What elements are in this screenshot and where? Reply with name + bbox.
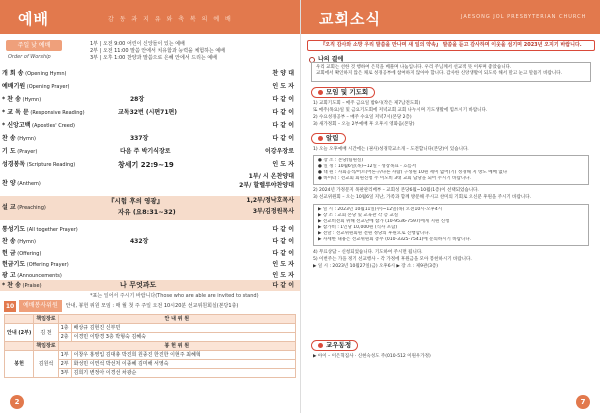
subsection-heading: 나의 결에 — [309, 54, 343, 63]
order-box: 주일 낮 예배 — [6, 40, 62, 51]
service-time: 1부 | 오전 9:00 어린이 신앙들이 있는 예배 — [90, 41, 185, 47]
order-row: 헌금기도 (Offering Prayer) 인 도 자 — [2, 261, 294, 268]
page-number: 7 — [576, 395, 590, 409]
order-row: 헌 금 (Offering) 다 같 이 — [2, 250, 294, 257]
volunteer-section-header — [4, 300, 296, 312]
meetings-heading: 모임 및 기도회 — [311, 87, 375, 98]
page-title: 예배 — [18, 10, 49, 28]
order-en: Order of Worship — [8, 54, 51, 60]
table-row: 안내 (2부) 김 천 1층 배상규 김현진 신부민 — [5, 324, 296, 333]
news-item: 3) 선교위원회 – 오는 10월6일 지난, 가족과 함께 방문해 주시고 찬미의 기회로 오신분 후원을 주시기 바랍니다. — [313, 195, 531, 200]
order-row: * 찬 송 (Praise) 나 무엇과도 다 같 이 — [0, 280, 300, 291]
service-time: 2부 | 오전 11:00 말씀 안에서 치유함과 능력을 체험하는 예배 — [90, 48, 226, 54]
right-page — [300, 0, 600, 413]
intro-box — [311, 62, 591, 82]
bullet-icon — [318, 90, 323, 95]
page-subtitle: 감 동 과 지 유 와 축 복 의 예 배 — [108, 16, 233, 23]
table-row: 2층 이경민 이방경 3층 박형숙 김혜숙 — [5, 333, 296, 342]
sermon-row: 설 교 (Preaching) 『시험 후의 영광』 자유 (요8:31~32) 1,2부/정낙호목사 3부/김정원목사 — [0, 196, 300, 220]
order-row: 성경봉독 (Scripture Reading) 창세기 22:9~19 인 도 자 — [2, 161, 294, 169]
notices-heading: 알림 — [311, 133, 346, 144]
order-row: * 찬 송 (Hymn) 28장 다 같 이 — [2, 96, 294, 103]
news-item: 5) 이번주는 가을 정기 선교행사 – 각 가정에 후원금을 모아 봉헌하시기 바랍니다. — [313, 257, 472, 262]
news-header-band — [301, 0, 600, 34]
news-item: 1) 교회기도회 – 매주 금요일 밤9시(작은 제7남전도회) — [313, 101, 421, 106]
order-row: * 교 독 문 (Responsive Reading) 교독32번 (시편71편) 다 같 이 — [2, 109, 294, 116]
church-name: JAESONG JOL PRESBYTERIAN CHURCH — [461, 14, 587, 20]
order-row: 찬 송 (Hymn) 432장 다 같 이 — [2, 238, 294, 245]
bullet-icon — [318, 343, 323, 348]
news-item: 2) 수요성경공부 – 매주 수요일 저녁7시(본당 2층) — [313, 115, 412, 120]
order-row: * 신앙고백 (Apostles' Creed) 다 같 이 — [2, 122, 294, 129]
anthem-row: 찬 양 (Anthem) 1부/ 시 온찬양대 2부/ 할렐루야찬양대 — [2, 173, 294, 189]
page-number: 2 — [10, 395, 24, 409]
news-item: ▶ 아이 – 이은혁집사 · 신현숙성도 주(010-512 이원우가정) — [313, 354, 431, 359]
worship-header-band — [0, 0, 300, 34]
theme-notice: 『오직 감사와 소망 우리 말씀을 만나며 새 일의 약속』 말씀을 듣고 감사하며 이웃을 섬기며 2023년 오지기 바랍니다. — [307, 40, 595, 51]
table-header: 봉 헌 위 원 — [58, 342, 295, 351]
table-header: 책임장로 — [34, 315, 58, 324]
intro-line: 우리 교회는 선한 것 행하여 은덕을 베풀며 나눔입니다. 우리 주님께서 선교적 뜻 이루며 좋았습니다. — [316, 65, 512, 70]
news-item: 1) 오늘 오후예배 시간에는 (권사)성경학교소개 – 도전합니다(본당)이 있습니다. — [313, 147, 469, 152]
news-item: 또 매주(목요)일 및 금요기도회에 저녁교회 교회 나누시며 기도생활에 힘쓰시기 바랍니다. — [313, 108, 488, 113]
news-item: 2) 2024년 가정문지 목판관리배부 – 교회성 본당6월~10월(1층)이 선택되었습니다. — [313, 188, 479, 193]
volunteer-section-title: 예배봉사위원 — [19, 300, 62, 312]
news-item: 3) 새가정회 – 오늘 2부예배 후 오후시 영화음(본당) — [313, 122, 415, 127]
bullet-icon — [318, 136, 323, 141]
intro-line: 교회에서 확인하지 않은 채로 성경공부에 참여하지 않아야 합니다. 감사한 신앙생활이 되도록 해서 말고 눈고 말씀기 바랍니다. — [316, 71, 563, 76]
page-title: 교회소식 — [319, 10, 381, 28]
table-header: 안 내 위 원 — [58, 315, 295, 324]
table-header: 책임장로 — [34, 342, 58, 351]
order-row: 통성기도 (All together Prayer) 다 같 이 — [2, 226, 294, 233]
order-row: 광 고 (Announcements) 인 도 자 — [2, 272, 294, 279]
order-row: 찬 송 (Hymn) 337장 다 같 이 — [2, 135, 294, 142]
notice-box: ▶ 일 시 : 2023년 10월11일(수)~12일(목) 오전10시-오후4시 ▶ 장 소 : 교회 본당 및 교육관 각 층 교실 ▶ 선교비전회 위해 선교단에 참가 (10-9536-7597)에게 지원 신청 ▶ 참가비 : 1인당 10,000원 (식사 포함) ▶ 전달 : 선교위원회원 전원 정당의 후원으로 진행합니다. ▶ 자세한 내용은 선교위원회 총무 (010-3325-7541)에 문의하시기 바랍니다. — [313, 204, 589, 246]
news-item: 4) 무료상담 – 신청되었습니다. 기도하여 주시면 됩니다. — [313, 250, 423, 255]
table-row: 봉헌 김원석 1부 이창우 홍영입 김대총 박진희 원종진 한진한 이현주 최혜혁 — [5, 351, 296, 360]
table-row: 2부 화성민 이연석 박선처 이종혜 김미해 서영숙 — [5, 360, 296, 369]
table-row: 3부 김희기 변정아 이경선 차광순 — [5, 369, 296, 378]
volunteer-table — [4, 314, 296, 378]
member-news-heading: 교우동정 — [311, 340, 358, 351]
news-item: ▶ 일 시 : 2023년 10월27일(금) 오후6시 ▶ 장 소 : 제9관(3층) — [313, 264, 439, 269]
section-number-badge: 10 — [5, 302, 15, 310]
volunteer-section-note: 안내, 봉헌 위원 모임 : 매 월 첫 주 주일 오전 10시20분 선교위원회실(본당1층) — [65, 303, 239, 309]
order-row: 개 회 송 (Opening Hymn) 찬 양 대 — [2, 70, 294, 77]
order-row: 예배기원 (Opening Prayer) 인 도 자 — [2, 83, 294, 90]
standing-note: *표는 일어서 주시기 바랍니다(Those who are able are invited to stand) — [90, 293, 259, 299]
order-row: 기 도 (Prayer) 다음 주 박기식장로 이강우장로 — [2, 148, 294, 155]
notice-box: ● 장 소 : 본당(팀원실) ● 일 정 : 10월6일(목)~12일 - 성장목표 - 흐름서 ● 대 원 : 사회공석/어르(어른구/다른 사람) 구성원 10원 세미 없어(기) 성경해 지 방도 예배 없다 ● 바이터 : 선교회 회원신청 주 이노비 3대 교회 담당을 되어 주시기 바랍니다. — [313, 155, 589, 185]
service-time: 3부 | 오후 1:00 찬양과 말씀으로 은혜 안에서 드리는 예배 — [90, 55, 218, 61]
